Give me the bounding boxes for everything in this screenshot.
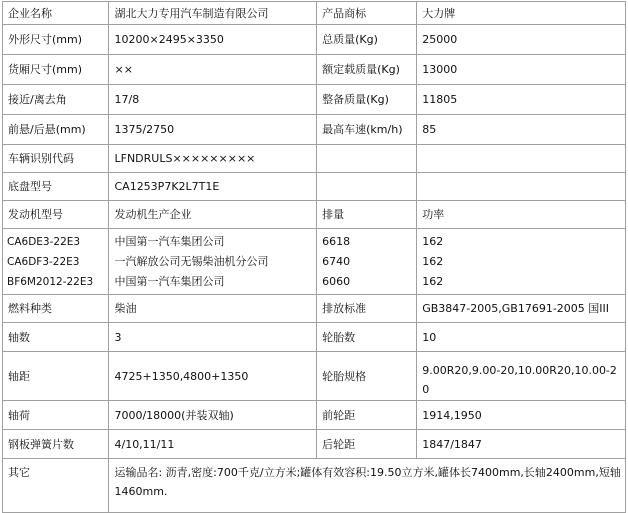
value-max-speed: 85: [417, 115, 626, 145]
engine-power-list: [417, 229, 626, 295]
value-vin: LFNDRULS×××××××××: [109, 145, 317, 173]
engine-displacement-list: [317, 229, 417, 295]
value-tire-count: 10: [417, 323, 626, 352]
label-gross-mass: 总质量(Kg): [317, 25, 417, 55]
value-tire-spec: 9.00R20,9.00-20,10.00R20,10.00-20: [417, 352, 626, 401]
value-front-track: 1914,1950: [417, 401, 626, 430]
label-max-speed: 最高车速(km/h): [317, 115, 417, 145]
engine-displacement: 6618: [322, 234, 351, 248]
row-wheelbase: [3, 352, 626, 401]
empty-cell: [417, 145, 626, 173]
engine-displacement: 6740: [322, 254, 351, 268]
label-emission: 排放标准: [317, 295, 417, 323]
empty-cell: [317, 145, 417, 173]
label-engine-maker: 发动机生产企业: [109, 201, 317, 229]
row-overhang: [3, 115, 626, 145]
value-curb-mass: 11805: [417, 85, 626, 115]
value-dimensions: 10200×2495×3350: [109, 25, 317, 55]
value-cargo-size: ××: [109, 55, 317, 85]
label-cargo-size: 货厢尺寸(mm): [3, 55, 109, 85]
label-power: 功率: [417, 201, 626, 229]
label-curb-mass: 整备质量(Kg): [317, 85, 417, 115]
row-engine-header: [3, 201, 626, 229]
value-other: 运输品名: 沥青,密度:700千克/立方米;罐体有效容积:19.50立方米,罐体长7400mm,长轴2400mm,短轴1460mm.: [109, 459, 626, 513]
row-engine-list: [3, 229, 626, 295]
label-springs: 钢板弹簧片数: [3, 430, 109, 459]
label-rear-track: 后轮距: [317, 430, 417, 459]
label-other: 其它: [3, 459, 109, 513]
value-rated-load: 13000: [417, 55, 626, 85]
label-fuel: 燃料种类: [3, 295, 109, 323]
label-engine-model: 发动机型号: [3, 201, 109, 229]
engine-model: CA6DE3-22E3: [7, 235, 81, 248]
value-company: 湖北大力专用汽车制造有限公司: [109, 2, 317, 25]
value-axles: 3: [109, 323, 317, 352]
label-chassis: 底盘型号: [3, 173, 109, 201]
label-tire-count: 轮胎数: [317, 323, 417, 352]
engine-power: 162: [422, 274, 444, 288]
row-springs: [3, 430, 626, 459]
row-other: [3, 459, 626, 513]
row-vin: [3, 145, 626, 173]
label-overhang: 前悬/后悬(mm): [3, 115, 109, 145]
engine-displacement: 6060: [322, 274, 351, 288]
row-dimensions: [3, 25, 626, 55]
label-dimensions: 外形尺寸(mm): [3, 25, 109, 55]
value-springs: 4/10,11/11: [109, 430, 317, 459]
engine-power: 162: [422, 234, 444, 248]
row-axle-load: [3, 401, 626, 430]
row-chassis: [3, 173, 626, 201]
engine-model: BF6M2012-22E3: [7, 275, 94, 288]
empty-cell: [417, 173, 626, 201]
engine-maker: 中国第一汽车集团公司: [114, 274, 225, 288]
row-cargo-size: [3, 55, 626, 85]
value-trademark: 大力牌: [417, 2, 626, 25]
value-gross-mass: 25000: [417, 25, 626, 55]
label-axle-load: 轴荷: [3, 401, 109, 430]
label-wheelbase: 轴距: [3, 352, 109, 401]
label-rated-load: 额定载质量(Kg): [317, 55, 417, 85]
engine-model-list: [3, 229, 109, 295]
label-axles: 轴数: [3, 323, 109, 352]
label-trademark: 产品商标: [317, 2, 417, 25]
row-fuel: [3, 295, 626, 323]
value-wheelbase: 4725+1350,4800+1350: [109, 352, 317, 401]
value-angles: 17/8: [109, 85, 317, 115]
label-front-track: 前轮距: [317, 401, 417, 430]
engine-model: CA6DF3-22E3: [7, 255, 80, 268]
engine-maker-list: [109, 229, 317, 295]
value-axle-load: 7000/18000(并装双轴): [109, 401, 317, 430]
value-fuel: 柴油: [109, 295, 317, 323]
engine-power: 162: [422, 254, 444, 268]
empty-cell: [317, 173, 417, 201]
label-angles: 接近/离去角: [3, 85, 109, 115]
value-chassis: CA1253P7K2L7T1E: [109, 173, 317, 201]
value-rear-track: 1847/1847: [417, 430, 626, 459]
engine-maker: 一汽解放公司无锡柴油机分公司: [114, 254, 269, 268]
label-tire-spec: 轮胎规格: [317, 352, 417, 401]
engine-maker: 中国第一汽车集团公司: [114, 234, 225, 248]
label-vin: 车辆识别代码: [3, 145, 109, 173]
value-overhang: 1375/2750: [109, 115, 317, 145]
label-displacement: 排量: [317, 201, 417, 229]
vehicle-spec-table: [2, 1, 626, 513]
value-emission: GB3847-2005,GB17691-2005 国III: [417, 295, 626, 323]
row-company: [3, 2, 626, 25]
row-axles: [3, 323, 626, 352]
row-angles: [3, 85, 626, 115]
label-company: 企业名称: [3, 2, 109, 25]
